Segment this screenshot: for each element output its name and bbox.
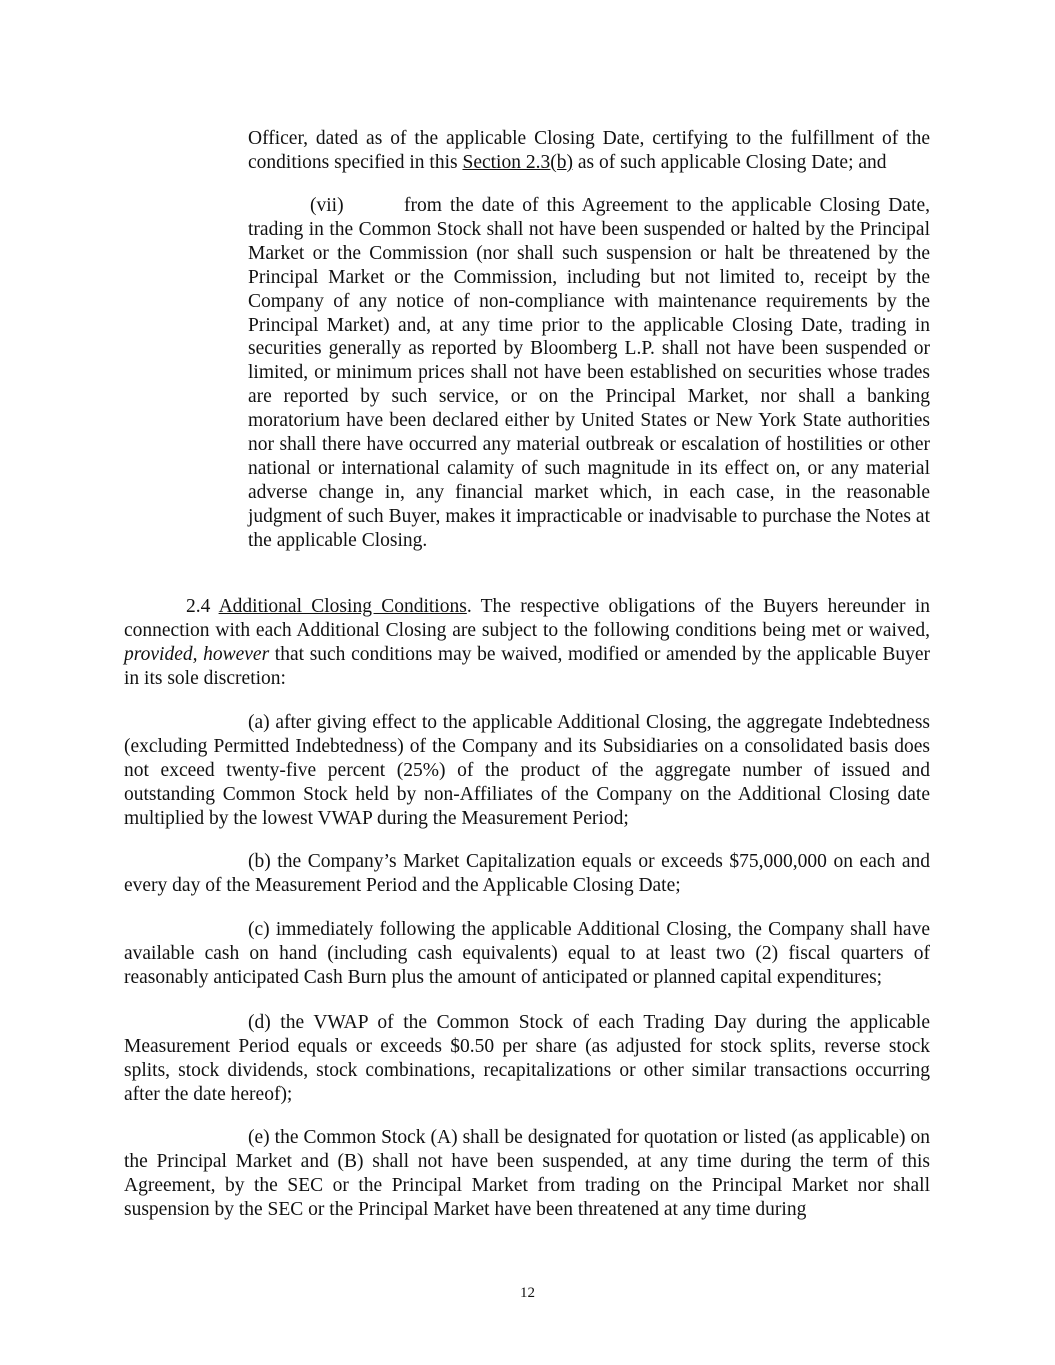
page-number: 12 [520,1285,535,1301]
paragraph-text: as of such applicable Closing Date; and [572,151,887,173]
section-number: 2.4 [186,596,211,617]
section-heading: Additional Closing Conditions [218,596,467,617]
paragraph-text: (d) the VWAP of the Common Stock of each Trading Day during the applicable Measurement Period equals or exceeds $0.50 per share (as adjusted for stock splits, reverse stock splits, stock dividends, stock combinations, recapitalizations or other similar transactions occurring after the date hereof); [124,1012,930,1105]
paragraph-text: Officer, dated as of the applicable Closing Date, certifying to the fulfillment of the conditions specified in this [248,128,930,173]
paragraph-2-4 [124,595,930,691]
italic-phrase: provided, however [124,643,270,665]
paragraph-vii [248,194,930,553]
paragraph-text: (c) immediately following the applicable Additional Closing, the Company shall have available cash on hand (including cash equivalents) equal to at least two (2) fiscal quarters of reasonably anticipated Cash Burn plus the amount of anticipated or planned capital expenditures; [124,919,930,988]
paragraph-e [124,1126,930,1222]
paragraph-text: (a) after giving effect to the applicable Additional Closing, the aggregate Indebtedness (excluding Permitted Indebtedness) of the Company and its Subsidiaries on a consolidated basis does not exceed twenty-five percent (25%) of the product of the aggregate number of issued and outstanding Common Stock held by non-Affiliates of the Company on the Additional Closing date multiplied by the lowest VWAP during the Measurement Period; [124,712,930,829]
section-reference-link: Section 2.3(b) [462,151,573,173]
clause-number: (vii) [310,195,344,216]
paragraph-text: from the date of this Agreement to the applicable Closing Date, trading in the Common Stock shall not have been suspended or halted by the Principal Market or the Commission (nor shall such suspension or halt be threatened by the Principal Market or the Commission, including but not limited to, receipt by the Company of any notice of non-compliance with maintenance requirements by the Principal Market) and, at any time prior to the applicable Closing Date, trading in securities generally as reported by Bloomberg L.P. shall not have been suspended or limited, or minimum prices shall not have been established on securities whose trades are reported by such service, or on the Principal Market, nor shall a banking moratorium have been declared either by United States or New York State authorities nor shall there have occurred any material outbreak or escalation of hostilities or other national or international calamity of such magnitude in its effect on, or any material adverse change in, any financial market which, in each case, in the reasonable judgment of such Buyer, makes it impracticable or inadvisable to purchase the Notes at the applicable Closing. [248,195,930,551]
paragraph-text: that such conditions may be waived, modified or amended by the applicable Buyer in its sole discretion: [124,643,930,689]
paragraph-d [124,1011,930,1107]
paragraph-c [124,918,930,990]
paragraph-a [124,711,930,831]
paragraph-text: (e) the Common Stock (A) shall be designated for quotation or listed (as applicable) on the Principal Market and (B) shall not have been suspended, at any time during the term of this Agreement, by the SEC or the Principal Market from trading on the Principal Market nor shall suspension by the SEC or the Principal Market have been threatened at any time during [124,1127,930,1220]
paragraph-b [124,850,930,898]
paragraph-officer-certificate [248,127,930,175]
paragraph-text: . The respective obligations of the Buyers hereunder in connection with each Additional Closing are subject to the following conditions being met or waived, [124,596,930,641]
paragraph-text: (b) the Company’s Market Capitalization equals or exceeds $75,000,000 on each and every day of the Measurement Period and the Applicable Closing Date; [124,851,930,896]
